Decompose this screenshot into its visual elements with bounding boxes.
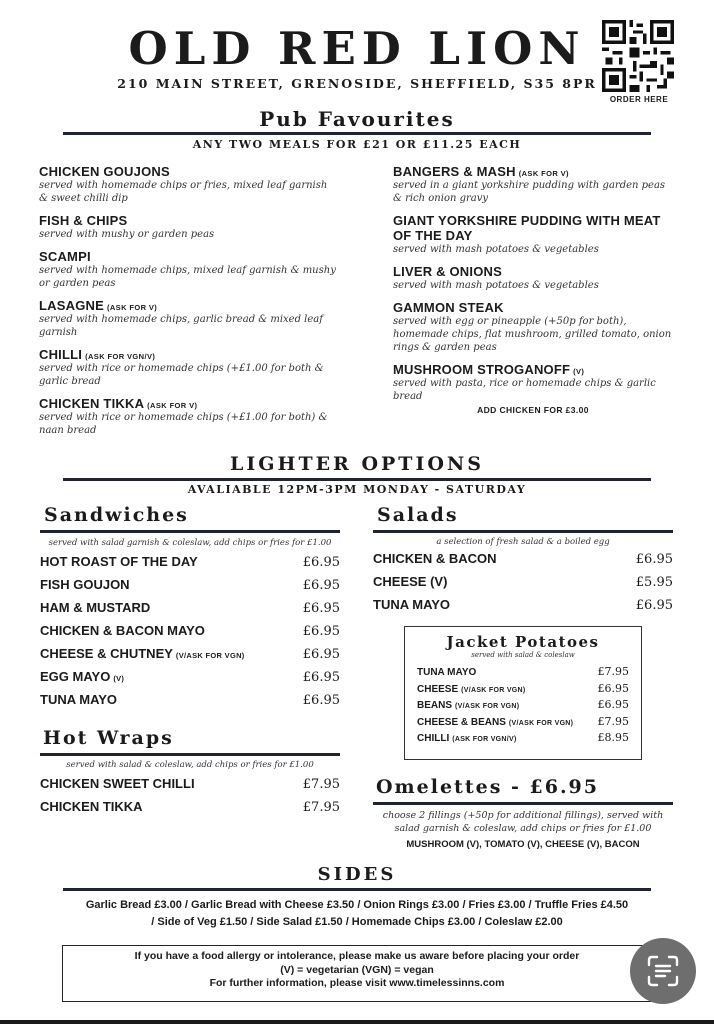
item-name: MUSHROOM STROGANOFF xyxy=(393,362,571,377)
divider xyxy=(40,753,340,756)
jacket-row xyxy=(417,698,629,715)
item-name: CHICKEN TIKKA xyxy=(39,396,145,411)
pub-favourites-deal: ANY TWO MEALS FOR £21 OR £11.25 EACH xyxy=(192,138,522,151)
item-note: (ASK FOR V) xyxy=(147,401,198,410)
item-description: served with pasta, rice or homemade chips & garlic bread xyxy=(393,378,656,402)
divider xyxy=(63,478,651,481)
jacket-potatoes-title: Jacket Potatoes xyxy=(446,633,600,651)
salads-title: Salads xyxy=(377,504,459,526)
menu-item xyxy=(393,164,673,205)
menu-item xyxy=(39,213,339,241)
website-line: For further information, please visit www.timelessinns.com xyxy=(209,977,505,989)
item-description: served with homemade chips, garlic bread & mixed leaf garnish xyxy=(39,314,323,338)
item-description: served in a giant yorkshire pudding with garden peas & rich onion gravy xyxy=(393,180,666,204)
jacket-potatoes-note: served with salad & coleslaw xyxy=(471,651,575,659)
sides-line: Garlic Bread £3.00 / Garlic Bread with Cheese £3.50 / Onion Rings £3.00 / Fries £3.00 / Truffle Fries £4.50 xyxy=(85,899,629,911)
divider xyxy=(40,530,340,533)
item-description: served with homemade chips or fries, mixed leaf garnish & sweet chilli dip xyxy=(39,180,328,204)
item-price: £7.95 xyxy=(302,800,340,815)
menu-item xyxy=(393,213,673,256)
bottom-edge xyxy=(0,1020,714,1024)
sandwich-row xyxy=(40,600,340,623)
item-name: TUNA MAYO xyxy=(40,692,118,707)
item-name: HAM & MUSTARD xyxy=(40,600,151,615)
hot-wraps-title: Hot Wraps xyxy=(43,727,174,749)
allergy-notice xyxy=(62,945,652,1002)
menu-item xyxy=(393,362,673,403)
hot-wraps-section xyxy=(40,727,340,822)
item-name: CHEESE xyxy=(417,683,459,695)
item-description: served with egg or pineapple (+50p for both), homemade chips, flat mushroom, grilled tomato, onion rings & garden peas xyxy=(393,316,672,353)
item-price: £6.95 xyxy=(302,555,340,570)
sandwich-row xyxy=(40,692,340,715)
item-note: (ASK FOR VGN/V) xyxy=(85,352,156,361)
menu-item xyxy=(39,164,339,205)
item-description: served with mash potatoes & vegetables xyxy=(393,244,599,255)
divider xyxy=(373,530,673,533)
item-price: £6.95 xyxy=(597,681,629,695)
item-name: GIANT YORKSHIRE PUDDING WITH MEAT OF THE DAY xyxy=(393,213,661,243)
item-name: BEANS xyxy=(417,700,453,711)
jacket-potatoes-box xyxy=(404,626,642,760)
item-name: LASAGNE xyxy=(39,298,104,313)
item-name: BANGERS & MASH xyxy=(393,164,516,179)
item-name: CHICKEN & BACON MAYO xyxy=(40,623,205,638)
sandwiches-section xyxy=(40,504,340,715)
item-name: CHILLI xyxy=(39,347,83,362)
sides-line: / Side of Veg £1.50 / Side Salad £1.50 / Homemade Chips £3.00 / Coleslaw £2.00 xyxy=(151,916,563,928)
wrap-row xyxy=(40,776,340,799)
allergy-line: If you have a food allergy or intolerance, please make us aware before placing your order xyxy=(134,950,580,962)
item-note: (V/ASK FOR VGN) xyxy=(455,703,520,710)
salad-row xyxy=(373,574,673,597)
restaurant-address: 210 MAIN STREET, GRENOSIDE, SHEFFIELD, S35 8PR xyxy=(117,76,597,91)
item-name: EGG MAYO xyxy=(40,669,111,684)
item-name: CHICKEN & BACON xyxy=(373,551,497,566)
menu-item xyxy=(393,264,673,292)
salads-note: a selection of fresh salad & a boiled egg xyxy=(436,537,610,547)
jacket-row xyxy=(417,731,629,748)
pub-favourites-title: Pub Favourites xyxy=(259,107,455,131)
salads-section xyxy=(373,504,673,620)
menu-item xyxy=(393,300,673,354)
sandwich-row xyxy=(40,554,340,577)
item-price: £7.95 xyxy=(597,714,629,728)
item-price: £6.95 xyxy=(302,693,340,708)
item-price: £6.95 xyxy=(302,624,340,639)
jacket-row xyxy=(417,682,629,699)
item-note: (V) xyxy=(573,367,585,376)
text-scan-button[interactable] xyxy=(630,938,696,1004)
menu-item xyxy=(39,249,339,290)
item-price: £6.95 xyxy=(302,601,340,616)
diet-legend: (V) = vegetarian (VGN) = vegan xyxy=(280,963,434,976)
wrap-row xyxy=(40,799,340,822)
item-name: TUNA MAYO xyxy=(373,597,451,612)
item-price: £6.95 xyxy=(302,578,340,593)
item-price: £8.95 xyxy=(597,731,629,744)
text-scan-icon xyxy=(646,954,680,988)
item-name: FISH GOUJON xyxy=(40,577,130,592)
lighter-availability: AVALIABLE 12PM-3PM MONDAY - SATURDAY xyxy=(187,483,527,496)
item-note: (V/ASK FOR VGN) xyxy=(175,651,245,660)
sandwiches-note: served with salad garnish & coleslaw, add chips or fries for £1.00 xyxy=(48,538,332,548)
sides-title: SIDES xyxy=(317,864,397,885)
item-note: (V) xyxy=(113,674,125,683)
omelettes-section xyxy=(373,776,673,850)
item-note: (ASK FOR V) xyxy=(518,169,569,178)
jacket-row xyxy=(417,715,629,732)
sandwich-row xyxy=(40,669,340,692)
item-name: CHILLI xyxy=(417,733,450,744)
menu-item xyxy=(39,298,339,339)
jacket-row xyxy=(417,665,629,682)
item-price: £6.95 xyxy=(597,698,629,711)
divider xyxy=(63,888,651,891)
item-name: TUNA MAYO xyxy=(417,667,477,678)
item-note: (ASK FOR V) xyxy=(106,303,158,312)
omelettes-fillings: MUSHROOM (V), TOMATO (V), CHEESE (V), BACON xyxy=(406,839,640,850)
salad-row xyxy=(373,551,673,574)
item-price: £6.95 xyxy=(635,598,673,613)
item-name: CHEESE & BEANS xyxy=(417,716,506,728)
item-name: HOT ROAST OF THE DAY xyxy=(40,554,198,569)
sides-list xyxy=(40,897,674,931)
item-description: served with rice or homemade chips (+£1.00 for both & garlic bread xyxy=(39,363,324,387)
item-price: £5.95 xyxy=(635,575,673,590)
item-name: SCAMPI xyxy=(39,249,91,264)
hot-wraps-note: served with salad & coleslaw, add chips or fries for £1.00 xyxy=(66,760,314,770)
qr-code-icon[interactable] xyxy=(602,20,674,92)
item-name: CHICKEN GOUJONS xyxy=(39,164,170,179)
item-price: £6.95 xyxy=(635,552,673,567)
qr-order-label: ORDER HERE xyxy=(609,95,669,104)
item-price: £6.95 xyxy=(302,647,340,662)
divider xyxy=(63,132,651,135)
divider xyxy=(373,802,673,805)
item-price: £6.95 xyxy=(302,670,340,685)
pub-favourites-left-column xyxy=(39,164,339,445)
item-note: (V/ASK FOR VGN) xyxy=(461,686,526,694)
item-name: CHICKEN SWEET CHILLI xyxy=(40,776,195,791)
pub-favourites-right-column xyxy=(393,164,673,415)
item-note: (ASK FOR VGN/V) xyxy=(452,736,517,743)
salad-row xyxy=(373,597,673,620)
lighter-options-title: LIGHTER OPTIONS xyxy=(230,453,484,475)
item-price: £7.95 xyxy=(597,665,629,678)
sandwich-row xyxy=(40,646,340,669)
item-name: CHICKEN TIKKA xyxy=(40,799,143,814)
restaurant-title: OLD RED LION xyxy=(128,22,586,75)
menu-item xyxy=(39,347,339,388)
add-chicken-note: ADD CHICKEN FOR £3.00 xyxy=(477,405,589,415)
item-name: GAMMON STEAK xyxy=(393,300,504,315)
item-description: served with mushy or garden peas xyxy=(39,229,215,240)
omelettes-title: Omelettes - £6.95 xyxy=(376,776,599,798)
item-description: served with mash potatoes & vegetables xyxy=(393,280,599,291)
sandwich-row xyxy=(40,623,340,646)
item-name: FISH & CHIPS xyxy=(39,213,128,228)
item-name: CHEESE & CHUTNEY xyxy=(40,646,173,661)
item-description: served with homemade chips, mixed leaf garnish & mushy or garden peas xyxy=(39,265,336,289)
item-description: served with rice or homemade chips (+£1.00 for both) & naan bread xyxy=(39,412,328,436)
item-name: LIVER & ONIONS xyxy=(393,264,502,279)
item-note: (V/ASK FOR VGN) xyxy=(508,719,574,727)
item-price: £7.95 xyxy=(302,777,340,792)
item-name: CHEESE (V) xyxy=(373,574,448,589)
menu-item xyxy=(39,396,339,437)
sandwiches-title: Sandwiches xyxy=(44,504,189,526)
sandwich-row xyxy=(40,577,340,600)
omelettes-note: choose 2 fillings (+50p for additional fillings), served with salad garnish & coleslaw, add chips or fries for £1.00 xyxy=(382,810,664,834)
